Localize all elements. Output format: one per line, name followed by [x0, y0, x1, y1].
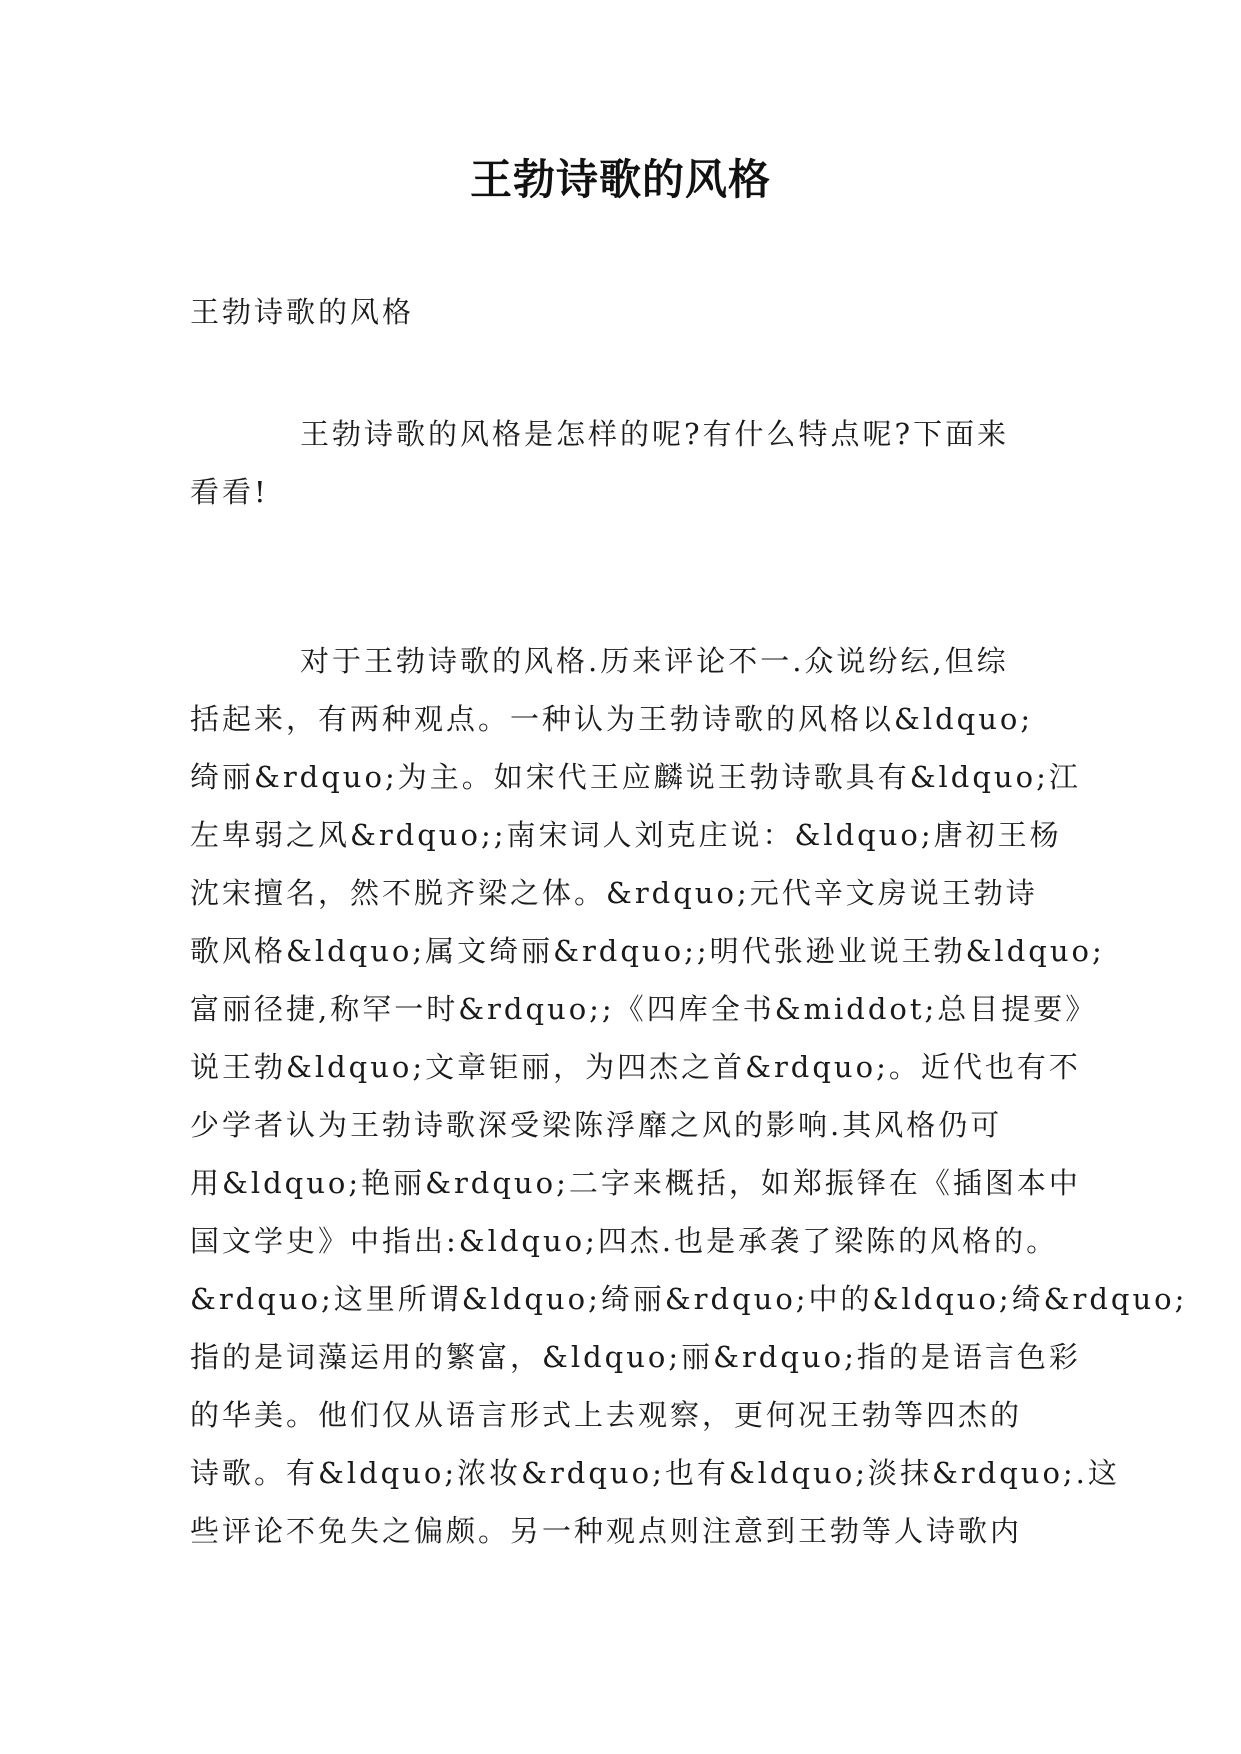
body-line: 指的是词藻运用的繁富，&ldquo;丽&rdquo;指的是语言色彩: [190, 1340, 1081, 1374]
body-line: 用&ldquo;艳丽&rdquo;二字来概括，如郑振铎在《插图本中: [190, 1166, 1081, 1200]
body-line: 富丽径捷,称罕一时&rdquo;;《四库全书&middot;总目提要》: [190, 992, 1098, 1026]
body-line: 对于王勃诗歌的风格.历来评论不一.众说纷纭,但综: [300, 644, 1009, 678]
body-line: &rdquo;这里所谓&ldquo;绮丽&rdquo;中的&ldquo;绮&rdquo;: [190, 1282, 1188, 1316]
body-line: 国文学史》中指出:&ldquo;四杰.也是承袭了梁陈的风格的。: [190, 1224, 1059, 1258]
intro-paragraph: [190, 405, 1052, 521]
body-line: 沈宋擅名，然不脱齐梁之体。&rdquo;元代辛文房说王勃诗: [190, 876, 1038, 910]
body-line: 些评论不免失之偏颇。另一种观点则注意到王勃等人诗歌内: [190, 1514, 1023, 1548]
body-line: 少学者认为王勃诗歌深受梁陈浮靡之风的影响.其风格仍可: [190, 1108, 1003, 1142]
document-title: 王勃诗歌的风格: [469, 155, 771, 204]
body-line: 歌风格&ldquo;属文绮丽&rdquo;;明代张逊业说王勃&ldquo;: [190, 934, 1105, 968]
body-line: 的华美。他们仅从语言形式上去观察，更何况王勃等四杰的: [190, 1398, 1023, 1432]
body-line: 说王勃&ldquo;文章钜丽，为四杰之首&rdquo;。近代也有不: [190, 1050, 1081, 1084]
body-paragraph: [190, 632, 1188, 1560]
document-subtitle: 王勃诗歌的风格: [190, 295, 415, 329]
intro-line: 看看!: [190, 475, 269, 509]
body-line: 诗歌。有&ldquo;浓妆&rdquo;也有&ldquo;淡抹&rdquo;.这: [190, 1456, 1120, 1490]
body-line: 左卑弱之风&rdquo;;南宋词人刘克庄说：&ldquo;唐初王杨: [190, 818, 1062, 852]
body-line: 绮丽&rdquo;为主。如宋代王应麟说王勃诗歌具有&ldquo;江: [190, 760, 1081, 794]
intro-line: 王勃诗歌的风格是怎样的呢?有什么特点呢?下面来: [300, 417, 1010, 451]
body-line: 括起来，有两种观点。一种认为王勃诗歌的风格以&ldquo;: [190, 702, 1034, 736]
